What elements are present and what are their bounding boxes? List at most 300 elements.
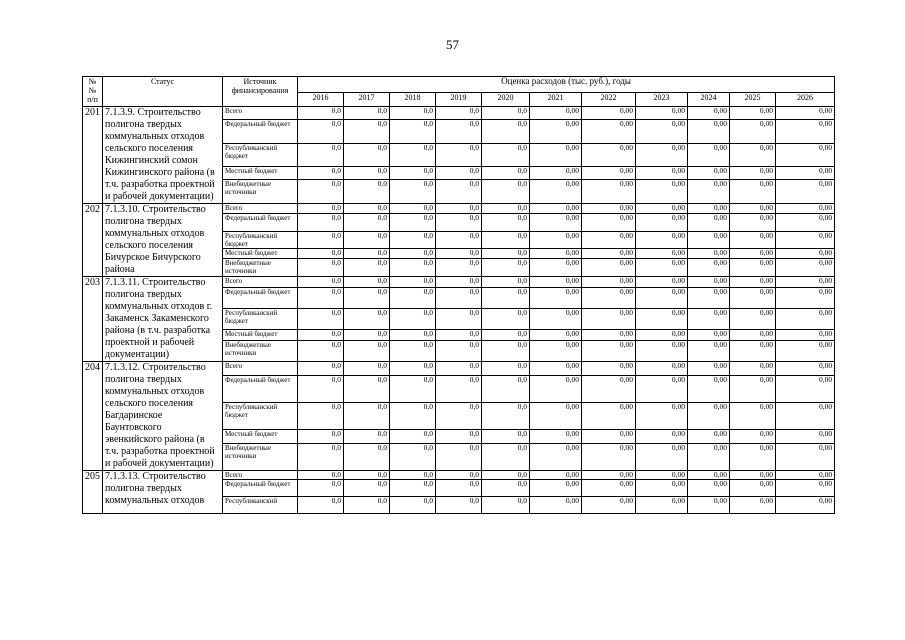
expense-value: 0,0 xyxy=(482,249,530,259)
expense-value: 0,0 xyxy=(298,288,344,309)
funding-source: Республиканский бюджет xyxy=(223,231,298,249)
expense-value: 0,00 xyxy=(530,376,582,403)
expense-value: 0,00 xyxy=(776,497,835,514)
expense-value: 0,0 xyxy=(482,429,530,443)
expense-value: 0,0 xyxy=(298,444,344,471)
expense-value: 0,0 xyxy=(298,204,344,214)
expense-value: 0,0 xyxy=(482,119,530,143)
expense-value: 0,00 xyxy=(730,213,776,231)
header-year: 2024 xyxy=(688,93,730,107)
expense-value: 0,00 xyxy=(730,288,776,309)
expense-value: 0,0 xyxy=(436,288,482,309)
expense-value: 0,0 xyxy=(436,143,482,167)
expense-value: 0,0 xyxy=(482,341,530,362)
expense-value: 0,0 xyxy=(344,119,390,143)
expense-value: 0,00 xyxy=(582,376,636,403)
expense-value: 0,0 xyxy=(390,204,436,214)
expense-value: 0,00 xyxy=(636,143,688,167)
expense-value: 0,00 xyxy=(582,309,636,330)
expense-value: 0,00 xyxy=(636,249,688,259)
row-number: 202 xyxy=(83,204,103,277)
expense-value: 0,0 xyxy=(482,497,530,514)
expense-value: 0,00 xyxy=(582,329,636,340)
expense-value: 0,00 xyxy=(730,167,776,180)
expense-value: 0,00 xyxy=(530,429,582,443)
expense-value: 0,0 xyxy=(344,249,390,259)
table-row xyxy=(83,204,835,214)
expense-value: 0,00 xyxy=(636,231,688,249)
expense-value: 0,0 xyxy=(436,259,482,277)
row-status: 7.1.3.12. Строительство полигона твердых коммунальных отходов сельского поселения Багдаринское Баунтовского эвенкийского района (в т.ч. разработка проектной и рабочей документации) xyxy=(103,362,223,471)
expense-value: 0,00 xyxy=(730,497,776,514)
expense-value: 0,00 xyxy=(688,341,730,362)
expense-value: 0,00 xyxy=(688,329,730,340)
expense-value: 0,0 xyxy=(298,471,344,480)
expense-value: 0,0 xyxy=(436,167,482,180)
expense-value: 0,00 xyxy=(688,259,730,277)
expense-value: 0,0 xyxy=(436,480,482,497)
expense-value: 0,0 xyxy=(344,259,390,277)
expense-value: 0,00 xyxy=(688,107,730,120)
expense-value: 0,0 xyxy=(390,444,436,471)
expense-value: 0,00 xyxy=(776,259,835,277)
expense-value: 0,00 xyxy=(530,167,582,180)
expense-value: 0,00 xyxy=(636,329,688,340)
funding-source: Всего xyxy=(223,362,298,376)
expense-value: 0,00 xyxy=(688,471,730,480)
expense-value: 0,00 xyxy=(530,277,582,288)
expense-value: 0,0 xyxy=(344,213,390,231)
expense-value: 0,00 xyxy=(530,259,582,277)
expense-value: 0,0 xyxy=(390,309,436,330)
header-year: 2023 xyxy=(636,93,688,107)
funding-source: Внебюджетные источники xyxy=(223,341,298,362)
expense-value: 0,00 xyxy=(730,480,776,497)
expense-value: 0,0 xyxy=(436,329,482,340)
funding-source: Внебюджетные источники xyxy=(223,259,298,277)
expense-value: 0,0 xyxy=(344,288,390,309)
expense-value: 0,00 xyxy=(730,341,776,362)
header-num: № № п/п xyxy=(83,77,103,107)
expense-value: 0,0 xyxy=(390,471,436,480)
table-row xyxy=(83,277,835,288)
table-row xyxy=(83,471,835,480)
expense-value: 0,0 xyxy=(390,167,436,180)
expense-value: 0,00 xyxy=(530,341,582,362)
expense-value: 0,0 xyxy=(344,309,390,330)
expense-value: 0,00 xyxy=(530,471,582,480)
expense-value: 0,00 xyxy=(730,249,776,259)
expense-value: 0,0 xyxy=(298,403,344,430)
expense-value: 0,00 xyxy=(636,167,688,180)
expense-value: 0,0 xyxy=(482,180,530,204)
expense-value: 0,0 xyxy=(298,119,344,143)
expense-value: 0,00 xyxy=(776,341,835,362)
expense-value: 0,00 xyxy=(636,362,688,376)
row-status: 7.1.3.11. Строительство полигона твердых коммунальных отходов г. Закаменск Закаменского района (в т.ч. разработка проектной и рабочей документации) xyxy=(103,277,223,362)
header-year: 2021 xyxy=(530,93,582,107)
expense-value: 0,0 xyxy=(344,376,390,403)
expense-value: 0,0 xyxy=(344,471,390,480)
expense-value: 0,00 xyxy=(730,309,776,330)
expense-value: 0,00 xyxy=(776,362,835,376)
expense-value: 0,0 xyxy=(344,341,390,362)
expense-value: 0,00 xyxy=(776,143,835,167)
expense-value: 0,0 xyxy=(436,403,482,430)
expense-value: 0,00 xyxy=(776,309,835,330)
expense-value: 0,00 xyxy=(636,429,688,443)
expense-value: 0,00 xyxy=(582,249,636,259)
expense-value: 0,00 xyxy=(636,471,688,480)
expense-value: 0,00 xyxy=(582,444,636,471)
expense-value: 0,0 xyxy=(482,259,530,277)
header-year: 2022 xyxy=(582,93,636,107)
funding-source: Республиканский бюджет xyxy=(223,143,298,167)
expense-value: 0,00 xyxy=(636,180,688,204)
expense-value: 0,0 xyxy=(298,167,344,180)
header-status: Статус xyxy=(103,77,223,107)
expense-value: 0,00 xyxy=(582,403,636,430)
expense-value: 0,0 xyxy=(436,309,482,330)
expense-value: 0,00 xyxy=(530,119,582,143)
expense-value: 0,0 xyxy=(390,376,436,403)
funding-source: Местный бюджет xyxy=(223,167,298,180)
expense-value: 0,00 xyxy=(688,119,730,143)
expense-value: 0,00 xyxy=(582,362,636,376)
expense-value: 0,0 xyxy=(344,107,390,120)
expense-value: 0,0 xyxy=(436,471,482,480)
expense-value: 0,0 xyxy=(298,143,344,167)
expense-value: 0,00 xyxy=(688,403,730,430)
funding-source: Местный бюджет xyxy=(223,329,298,340)
expense-value: 0,0 xyxy=(390,362,436,376)
expense-value: 0,00 xyxy=(730,329,776,340)
expense-value: 0,00 xyxy=(776,403,835,430)
header-year: 2019 xyxy=(436,93,482,107)
expense-value: 0,00 xyxy=(530,288,582,309)
expense-value: 0,0 xyxy=(298,107,344,120)
funding-source: Федеральный бюджет xyxy=(223,288,298,309)
expense-value: 0,0 xyxy=(390,180,436,204)
expense-value: 0,0 xyxy=(344,277,390,288)
expense-value: 0,0 xyxy=(344,180,390,204)
expense-value: 0,0 xyxy=(482,480,530,497)
expense-value: 0,00 xyxy=(636,259,688,277)
funding-source: Местный бюджет xyxy=(223,429,298,443)
expense-value: 0,00 xyxy=(530,143,582,167)
expense-value: 0,00 xyxy=(530,497,582,514)
expense-value: 0,00 xyxy=(776,213,835,231)
expense-value: 0,0 xyxy=(298,341,344,362)
expense-value: 0,00 xyxy=(636,403,688,430)
expense-value: 0,00 xyxy=(730,259,776,277)
expense-value: 0,00 xyxy=(688,231,730,249)
expense-value: 0,0 xyxy=(298,329,344,340)
expense-value: 0,00 xyxy=(776,444,835,471)
expense-value: 0,0 xyxy=(344,167,390,180)
expense-value: 0,00 xyxy=(688,429,730,443)
expense-value: 0,0 xyxy=(436,497,482,514)
expense-value: 0,00 xyxy=(730,429,776,443)
expense-value: 0,00 xyxy=(688,309,730,330)
header-year: 2020 xyxy=(482,93,530,107)
expense-value: 0,0 xyxy=(298,259,344,277)
expense-value: 0,00 xyxy=(776,249,835,259)
funding-source: Республиканский xyxy=(223,497,298,514)
expense-value: 0,0 xyxy=(390,107,436,120)
expense-value: 0,00 xyxy=(776,204,835,214)
funding-source: Внебюджетные источники xyxy=(223,444,298,471)
expense-value: 0,00 xyxy=(530,444,582,471)
expense-value: 0,0 xyxy=(298,497,344,514)
expense-value: 0,0 xyxy=(482,329,530,340)
row-number: 201 xyxy=(83,107,103,204)
funding-source: Федеральный бюджет xyxy=(223,119,298,143)
header-year: 2016 xyxy=(298,93,344,107)
expense-value: 0,0 xyxy=(436,249,482,259)
expense-value: 0,00 xyxy=(636,107,688,120)
expense-value: 0,0 xyxy=(298,231,344,249)
expense-value: 0,0 xyxy=(436,444,482,471)
expense-value: 0,0 xyxy=(482,403,530,430)
expense-value: 0,0 xyxy=(344,231,390,249)
expense-value: 0,0 xyxy=(436,376,482,403)
page-number: 57 xyxy=(446,37,459,52)
expense-value: 0,00 xyxy=(636,119,688,143)
expense-value: 0,00 xyxy=(776,277,835,288)
row-status: 7.1.3.10. Строительство полигона твердых коммунальных отходов сельского поселения Бичурское Бичурского района xyxy=(103,204,223,277)
expense-value: 0,0 xyxy=(436,119,482,143)
expense-value: 0,00 xyxy=(636,309,688,330)
expense-value: 0,0 xyxy=(298,309,344,330)
expense-value: 0,0 xyxy=(436,180,482,204)
expense-value: 0,00 xyxy=(582,497,636,514)
expense-value: 0,0 xyxy=(298,362,344,376)
expense-value: 0,0 xyxy=(390,288,436,309)
expense-value: 0,0 xyxy=(482,107,530,120)
expense-value: 0,00 xyxy=(688,249,730,259)
expense-value: 0,00 xyxy=(636,444,688,471)
expense-value: 0,00 xyxy=(730,231,776,249)
expense-value: 0,00 xyxy=(688,167,730,180)
header-source: Источник финансирования xyxy=(223,77,298,107)
expense-value: 0,0 xyxy=(482,277,530,288)
expense-value: 0,0 xyxy=(482,288,530,309)
expense-value: 0,0 xyxy=(482,204,530,214)
expense-value: 0,0 xyxy=(482,444,530,471)
expense-value: 0,00 xyxy=(530,249,582,259)
expense-value: 0,0 xyxy=(482,167,530,180)
expense-value: 0,00 xyxy=(776,231,835,249)
funding-source: Всего xyxy=(223,471,298,480)
table-row xyxy=(83,362,835,376)
expense-value: 0,00 xyxy=(530,204,582,214)
expense-value: 0,00 xyxy=(688,480,730,497)
expense-value: 0,00 xyxy=(582,213,636,231)
table-body xyxy=(83,107,835,514)
expense-value: 0,00 xyxy=(776,288,835,309)
expense-value: 0,00 xyxy=(688,497,730,514)
row-number: 203 xyxy=(83,277,103,362)
funding-source: Федеральный бюджет xyxy=(223,213,298,231)
budget-table xyxy=(82,76,835,514)
expense-value: 0,0 xyxy=(298,213,344,231)
funding-source: Всего xyxy=(223,277,298,288)
expense-value: 0,00 xyxy=(636,213,688,231)
expense-value: 0,0 xyxy=(344,497,390,514)
expense-value: 0,00 xyxy=(688,180,730,204)
funding-source: Местный бюджет xyxy=(223,249,298,259)
expense-value: 0,0 xyxy=(298,429,344,443)
expense-value: 0,0 xyxy=(482,213,530,231)
expense-value: 0,00 xyxy=(582,167,636,180)
expense-value: 0,0 xyxy=(482,376,530,403)
expense-value: 0,00 xyxy=(582,259,636,277)
header-year: 2026 xyxy=(776,93,835,107)
expense-value: 0,0 xyxy=(344,329,390,340)
expense-value: 0,00 xyxy=(582,429,636,443)
expense-value: 0,00 xyxy=(730,143,776,167)
expense-value: 0,0 xyxy=(390,119,436,143)
expense-value: 0,0 xyxy=(436,213,482,231)
funding-source: Республиканский бюджет xyxy=(223,403,298,430)
expense-value: 0,0 xyxy=(390,143,436,167)
expense-value: 0,00 xyxy=(730,471,776,480)
expense-value: 0,0 xyxy=(436,277,482,288)
expense-value: 0,00 xyxy=(688,204,730,214)
expense-value: 0,0 xyxy=(390,429,436,443)
expense-value: 0,00 xyxy=(530,362,582,376)
expense-value: 0,00 xyxy=(636,277,688,288)
header-year: 2025 xyxy=(730,93,776,107)
expense-value: 0,00 xyxy=(582,180,636,204)
expense-value: 0,00 xyxy=(776,107,835,120)
expense-value: 0,00 xyxy=(582,341,636,362)
expense-value: 0,0 xyxy=(344,362,390,376)
expense-value: 0,00 xyxy=(636,480,688,497)
expense-value: 0,00 xyxy=(636,341,688,362)
expense-value: 0,00 xyxy=(582,288,636,309)
expense-value: 0,0 xyxy=(390,231,436,249)
expense-value: 0,00 xyxy=(582,231,636,249)
expense-value: 0,00 xyxy=(636,288,688,309)
expense-value: 0,0 xyxy=(344,480,390,497)
funding-source: Республиканский бюджет xyxy=(223,309,298,330)
expense-value: 0,00 xyxy=(730,403,776,430)
expense-value: 0,0 xyxy=(482,471,530,480)
header-year: 2017 xyxy=(344,93,390,107)
expense-value: 0,00 xyxy=(688,376,730,403)
expense-value: 0,00 xyxy=(636,497,688,514)
expense-value: 0,00 xyxy=(776,471,835,480)
funding-source: Федеральный бюджет xyxy=(223,376,298,403)
expense-value: 0,00 xyxy=(776,180,835,204)
expense-value: 0,00 xyxy=(776,329,835,340)
header-expense-estimate: Оценка расходов (тыс. руб.), годы xyxy=(298,77,835,93)
expense-value: 0,00 xyxy=(636,376,688,403)
expense-value: 0,0 xyxy=(436,429,482,443)
expense-value: 0,00 xyxy=(730,277,776,288)
expense-value: 0,0 xyxy=(390,341,436,362)
expense-value: 0,0 xyxy=(482,362,530,376)
expense-value: 0,0 xyxy=(344,204,390,214)
expense-value: 0,00 xyxy=(776,167,835,180)
expense-value: 0,00 xyxy=(582,471,636,480)
header-year: 2018 xyxy=(390,93,436,107)
expense-value: 0,0 xyxy=(390,497,436,514)
expense-value: 0,0 xyxy=(298,277,344,288)
funding-source: Всего xyxy=(223,107,298,120)
expense-value: 0,0 xyxy=(298,180,344,204)
expense-value: 0,0 xyxy=(344,143,390,167)
expense-value: 0,0 xyxy=(436,204,482,214)
expense-value: 0,0 xyxy=(482,309,530,330)
expense-value: 0,00 xyxy=(730,107,776,120)
row-number: 204 xyxy=(83,362,103,471)
expense-value: 0,00 xyxy=(730,119,776,143)
expense-value: 0,0 xyxy=(298,376,344,403)
row-number: 205 xyxy=(83,471,103,514)
expense-value: 0,00 xyxy=(530,231,582,249)
expense-value: 0,00 xyxy=(582,107,636,120)
expense-value: 0,0 xyxy=(390,329,436,340)
expense-value: 0,00 xyxy=(530,213,582,231)
expense-value: 0,00 xyxy=(582,143,636,167)
expense-value: 0,00 xyxy=(776,480,835,497)
expense-value: 0,00 xyxy=(530,309,582,330)
expense-value: 0,0 xyxy=(482,143,530,167)
expense-value: 0,00 xyxy=(688,143,730,167)
funding-source: Всего xyxy=(223,204,298,214)
expense-value: 0,0 xyxy=(436,107,482,120)
expense-value: 0,00 xyxy=(530,329,582,340)
row-status: 7.1.3.13. Строительство полигона твердых коммунальных отходов xyxy=(103,471,223,514)
expense-value: 0,0 xyxy=(390,480,436,497)
expense-value: 0,0 xyxy=(390,249,436,259)
row-status: 7.1.3.9. Строительство полигона твердых коммунальных отходов сельского поселения Кижингинский сомон Кижингинского района (в т.ч. разработка проектной и рабочей документации) xyxy=(103,107,223,204)
expense-value: 0,0 xyxy=(344,403,390,430)
expense-value: 0,0 xyxy=(436,362,482,376)
expense-value: 0,00 xyxy=(688,213,730,231)
expense-value: 0,0 xyxy=(298,480,344,497)
expense-value: 0,0 xyxy=(390,403,436,430)
expense-value: 0,00 xyxy=(582,204,636,214)
expense-value: 0,0 xyxy=(298,249,344,259)
expense-value: 0,00 xyxy=(730,444,776,471)
expense-value: 0,00 xyxy=(530,180,582,204)
expense-value: 0,00 xyxy=(636,204,688,214)
funding-source: Федеральный бюджет xyxy=(223,480,298,497)
expense-value: 0,00 xyxy=(530,403,582,430)
expense-value: 0,00 xyxy=(530,480,582,497)
expense-value: 0,00 xyxy=(776,429,835,443)
expense-value: 0,00 xyxy=(688,444,730,471)
expense-value: 0,0 xyxy=(390,259,436,277)
expense-value: 0,0 xyxy=(482,231,530,249)
expense-value: 0,00 xyxy=(582,480,636,497)
expense-value: 0,0 xyxy=(436,341,482,362)
expense-value: 0,0 xyxy=(390,277,436,288)
expense-value: 0,00 xyxy=(688,288,730,309)
table-row xyxy=(83,107,835,120)
expense-value: 0,0 xyxy=(344,444,390,471)
expense-value: 0,00 xyxy=(776,376,835,403)
expense-value: 0,0 xyxy=(390,213,436,231)
expense-value: 0,00 xyxy=(730,376,776,403)
expense-value: 0,00 xyxy=(776,119,835,143)
expense-value: 0,0 xyxy=(436,231,482,249)
expense-value: 0,00 xyxy=(582,277,636,288)
